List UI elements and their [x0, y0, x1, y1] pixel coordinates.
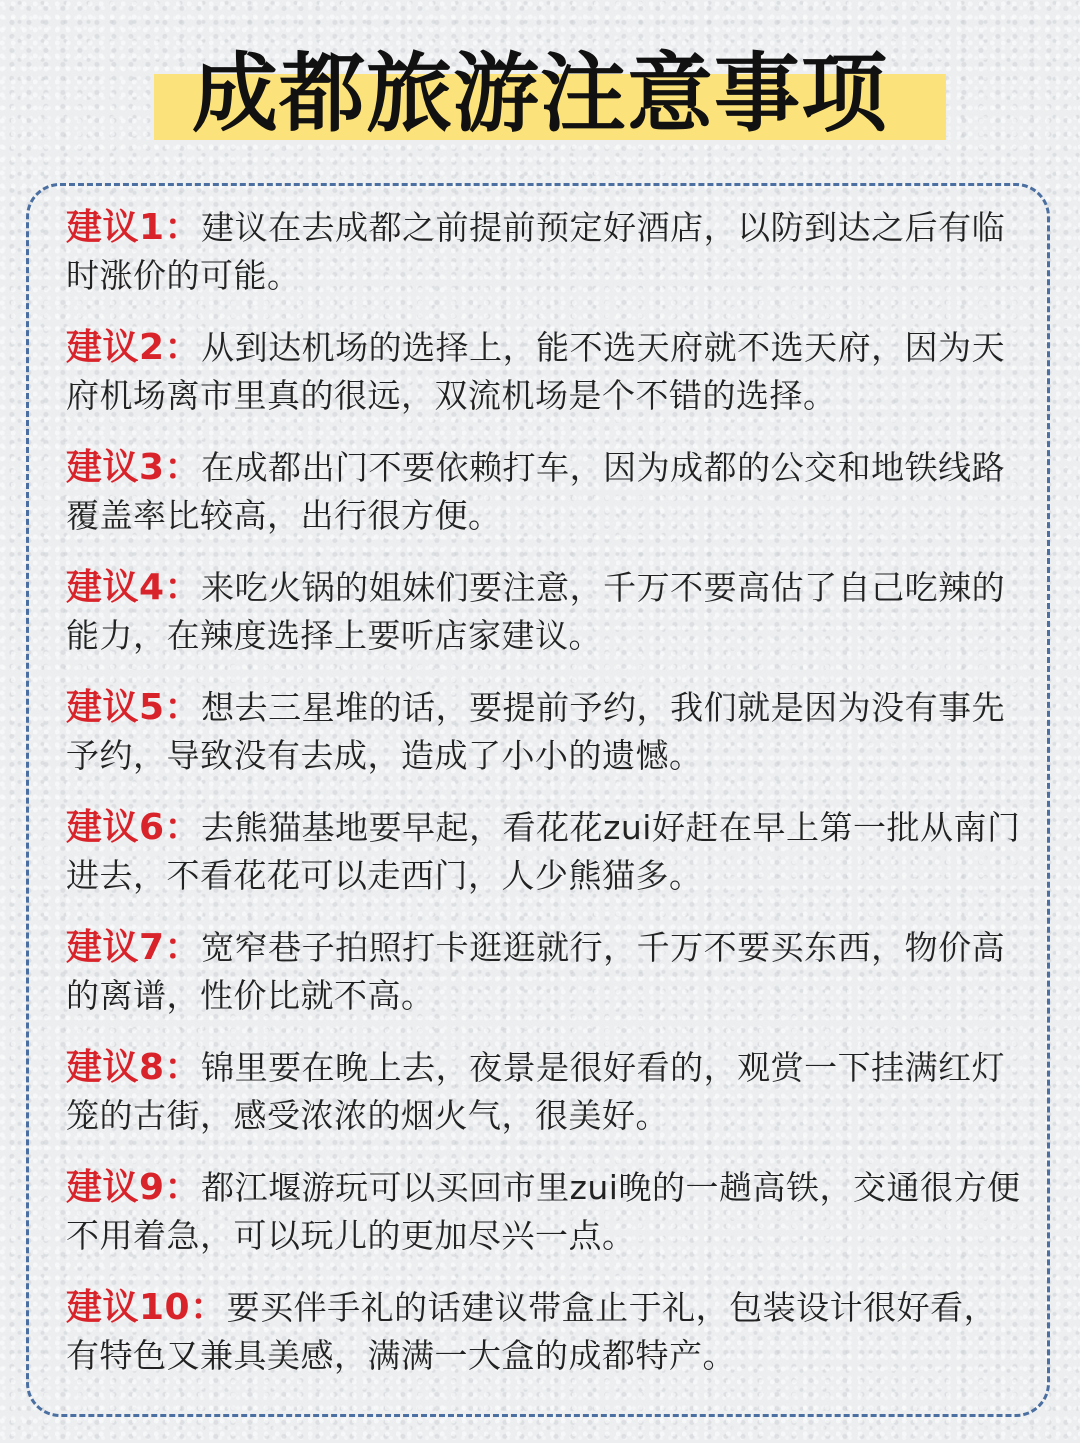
page-title	[184, 44, 896, 144]
tip-text: 锦里要在晚上去，夜景是很好看的，观赏一下挂满红灯笼的古街，感受浓浓的烟火气，很美好。	[66, 1048, 1006, 1135]
tip-item-8	[66, 1044, 1026, 1164]
tip-text: 在成都出门不要依赖打车，因为成都的公交和地铁线路覆盖率比较高，出行很方便。	[66, 448, 1006, 535]
tip-item-9	[66, 1164, 1026, 1284]
tip-label: 建议9：	[66, 1167, 202, 1208]
tip-item-5	[66, 684, 1026, 804]
title-area	[0, 44, 1080, 144]
tip-text: 来吃火锅的姐妹们要注意，千万不要高估了自己吃辣的能力，在辣度选择上要听店家建议。	[66, 568, 1006, 655]
tips-list	[66, 204, 1026, 1404]
page-title-text: 成都旅游注意事项	[192, 44, 888, 144]
tip-label: 建议5：	[66, 687, 202, 728]
tip-item-2	[66, 324, 1026, 444]
tip-label: 建议3：	[66, 447, 202, 488]
tip-text: 建议在去成都之前提前预定好酒店，以防到达之后有临时涨价的可能。	[66, 208, 1006, 295]
tip-text: 宽窄巷子拍照打卡逛逛就行，千万不要买东西，物价高的离谱，性价比就不高。	[66, 928, 1006, 1015]
tip-label: 建议7：	[66, 927, 202, 968]
tip-text: 从到达机场的选择上，能不选天府就不选天府，因为天府机场离市里真的很远，双流机场是个不错的选择。	[66, 328, 1006, 415]
tip-text: 要买伴手礼的话建议带盒止于礼，包装设计很好看，有特色又兼具美感，满满一大盒的成都特产。	[66, 1288, 998, 1375]
tip-item-3	[66, 444, 1026, 564]
tip-text: 都江堰游玩可以买回市里zui晚的一趟高铁，交通很方便不用着急，可以玩儿的更加尽兴一点。	[66, 1168, 1021, 1255]
tip-item-10	[66, 1284, 1026, 1404]
tip-label: 建议10：	[66, 1287, 227, 1328]
tip-label: 建议6：	[66, 807, 202, 848]
tip-item-1	[66, 204, 1026, 324]
tip-item-7	[66, 924, 1026, 1044]
tip-label: 建议4：	[66, 567, 202, 608]
tip-label: 建议8：	[66, 1047, 202, 1088]
tip-label: 建议2：	[66, 327, 202, 368]
tip-item-4	[66, 564, 1026, 684]
tip-text: 想去三星堆的话，要提前予约，我们就是因为没有事先予约，导致没有去成，造成了小小的遗憾。	[66, 688, 1006, 775]
tip-text: 去熊猫基地要早起，看花花zui好赶在早上第一批从南门进去，不看花花可以走西门，人少熊猫多。	[66, 808, 1021, 895]
tip-item-6	[66, 804, 1026, 924]
tip-label: 建议1：	[66, 207, 202, 248]
